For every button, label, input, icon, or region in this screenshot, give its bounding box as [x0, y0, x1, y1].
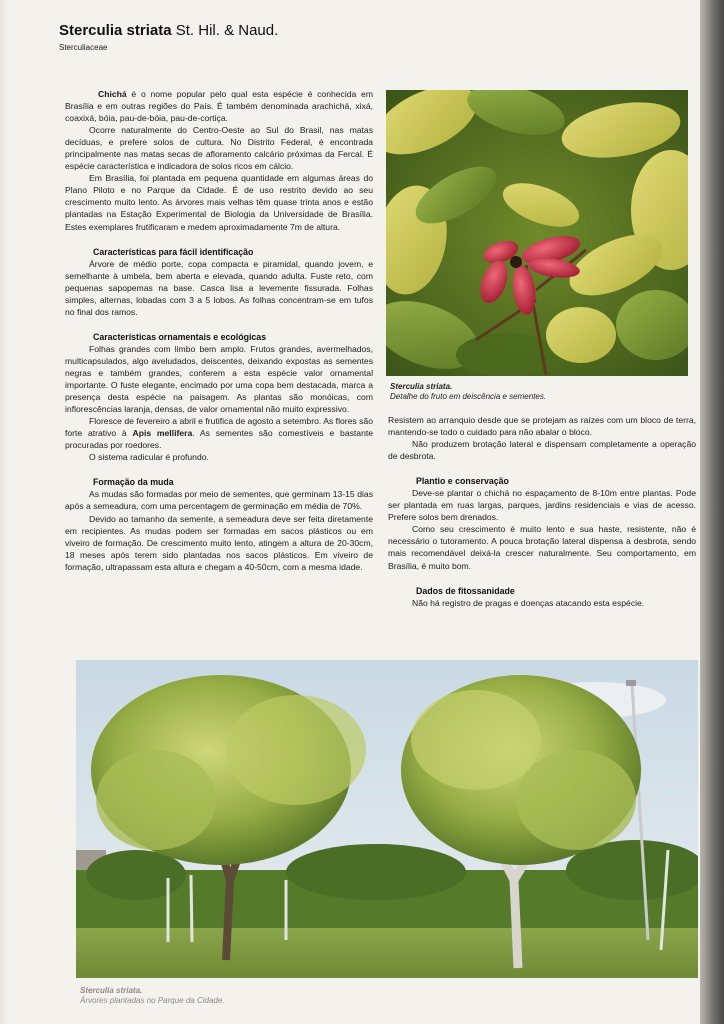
page-title [59, 22, 278, 39]
left-column [65, 88, 373, 573]
planting-paragraph-2: Como seu crescimento é muito lento e sua haste, resistente, não é necessário o tutoramento. A pouca brotação lateral dispensa a desbrota, sendo mais recomendável deixá-la crescer naturalmente. Seu comportamento, em Brasília, é muito bom. [388, 524, 696, 571]
family-name: Sterculiaceae [59, 43, 108, 52]
ornamental-paragraph-3: O sistema radicular é profundo. [89, 452, 209, 463]
heading-identification: Características para fácil identificação [93, 246, 254, 257]
trees-caption-desc: Árvores plantadas no Parque da Cidade. [80, 996, 225, 1005]
ornamental-text-2c: . As sementes são comestíveis e bastante procuradas por roedores. [65, 428, 374, 451]
heading-ornamental: Características ornamentais e ecológicas [93, 331, 267, 342]
book-spine-shadow [700, 0, 724, 1024]
continued-paragraph-1: Resistem ao arranquio desde que se protejam as raízes com um bloco de terra, mantendo-se todo o cuidado para não abalar o bloco. [388, 415, 696, 438]
fruit-caption-name: Sterculia striata. [390, 382, 453, 391]
heading-seedling: Formação da muda [93, 477, 174, 488]
trees-photo [76, 660, 698, 978]
trees-caption-name: Sterculia striata. [80, 986, 143, 995]
planting-paragraph-1: Deve-se plantar o chichá no espaçamento de 8-10m entre plantas. Pode ser plantada em ruas largas, parques, jardins residenciais e vias de acesso. Prefere solos bem drenados. [388, 488, 696, 523]
ornamental-text-2a: Floresce de fevereiro a abril e frutifica de agosto a setembro. As flores são forte atrativo à [65, 416, 373, 439]
trees-caption [80, 986, 225, 1006]
common-name: Chichá [98, 89, 127, 99]
intro-paragraph-2: Ocorre naturalmente do Centro-Oeste ao Sul do Brasil, nas matas decíduas, e prefere solos de cultura. No Distrito Federal, é encontrada principalmente nas matas secas de afloramento calcário próximas da Fercal. É espécie característica e indicadora de solos ricos em cálcio. [65, 125, 373, 172]
species-authors: St. Hil. & Naud. [175, 22, 279, 39]
phytosanity-paragraph: Não há registro de pragas e doenças atacando esta espécie. [412, 597, 645, 608]
heading-planting: Plantio e conservação [416, 476, 509, 487]
page-edge-shadow [0, 0, 8, 1024]
fruit-photo [386, 90, 688, 376]
ornamental-paragraph-2 [65, 415, 373, 451]
intro-text-1: é o nome popular pelo qual esta espécie é conhecida em Brasília e em outras regiões do País. É também denominada arachichá, xixá, coaxixá, bóia, pau-de-bóia, pau-de-cortiça. [65, 89, 374, 124]
seedling-paragraph-2: Devido ao tamanho da semente, a semeadura deve ser feita diretamente em recipientes. As mudas podem ser formadas em sacos plásticos ou em viveiro de formação. De crescimento muito lento, atingem a altura de 20-30cm, 18 meses após terem sido plantadas nos sacos plásticos. Em viveiro de formação, ultrapassam esta altura e chegam a 40-50cm, com a mesma idade. [65, 513, 373, 572]
intro-paragraph-1 [65, 88, 373, 124]
trees-photo-graphic [76, 660, 698, 978]
bee-name: Apis mellifera [132, 428, 193, 439]
intro-paragraph-3: Em Brasília, foi plantada em pequena quantidade em algumas áreas do Plano Piloto e no Parque da Cidade. É de uso restrito devido ao seu crescimento muito lento. As árvores mais velhas têm quase trinta anos e estão plantadas na Estação Experimental de Biologia da Universidade de Brasília. Estes exemplares frutificaram e medem aproximadamente 7m de altura. [65, 173, 373, 232]
ornamental-paragraph-1: Folhas grandes com limbo bem amplo. Frutos grandes, avermelhados, multicapsulados, algo aveludados, deiscentes, deixando expostas as sementes negras e também grandes, conferem a esta espécie valor ornamental importante. O fuste elegante, encimado por uma copa bem destacada, marca a presença desta espécie na paisagem. As plantas são monóicas, com inflorescências laranja, densas, de valor ornamental não muito expressivo. [65, 343, 373, 415]
heading-phytosanity: Dados de fitossanidade [416, 585, 515, 596]
continued-paragraph-2: Não produzem brotação lateral e dispensam completamente a operação de desbrota. [388, 439, 696, 462]
identification-paragraph: Árvore de médio porte, copa compacta e piramidal, quando jovem, e semelhante à umbela, bem aberta e elevada, quando adulta. Fuste reto, com pequenas sapopemas na base. Casca lisa a levemente fissurada. Folhas simples, alternas, lobadas com 3 a 5 lobos. As folhas concentram-se em tufos no final dos ramos. [65, 258, 373, 317]
species-name: Sterculia striata [59, 22, 172, 39]
seedling-paragraph-1: As mudas são formadas por meio de sementes, que germinam 13-15 dias após a semeadura, com uma percentagem de germinação em média de 70%. [65, 489, 373, 512]
fruit-caption [390, 382, 546, 402]
right-column [388, 414, 696, 609]
fruit-photo-graphic [386, 90, 688, 376]
fruit-caption-desc: Detalhe do fruto em deiscência e sementes. [390, 392, 547, 401]
